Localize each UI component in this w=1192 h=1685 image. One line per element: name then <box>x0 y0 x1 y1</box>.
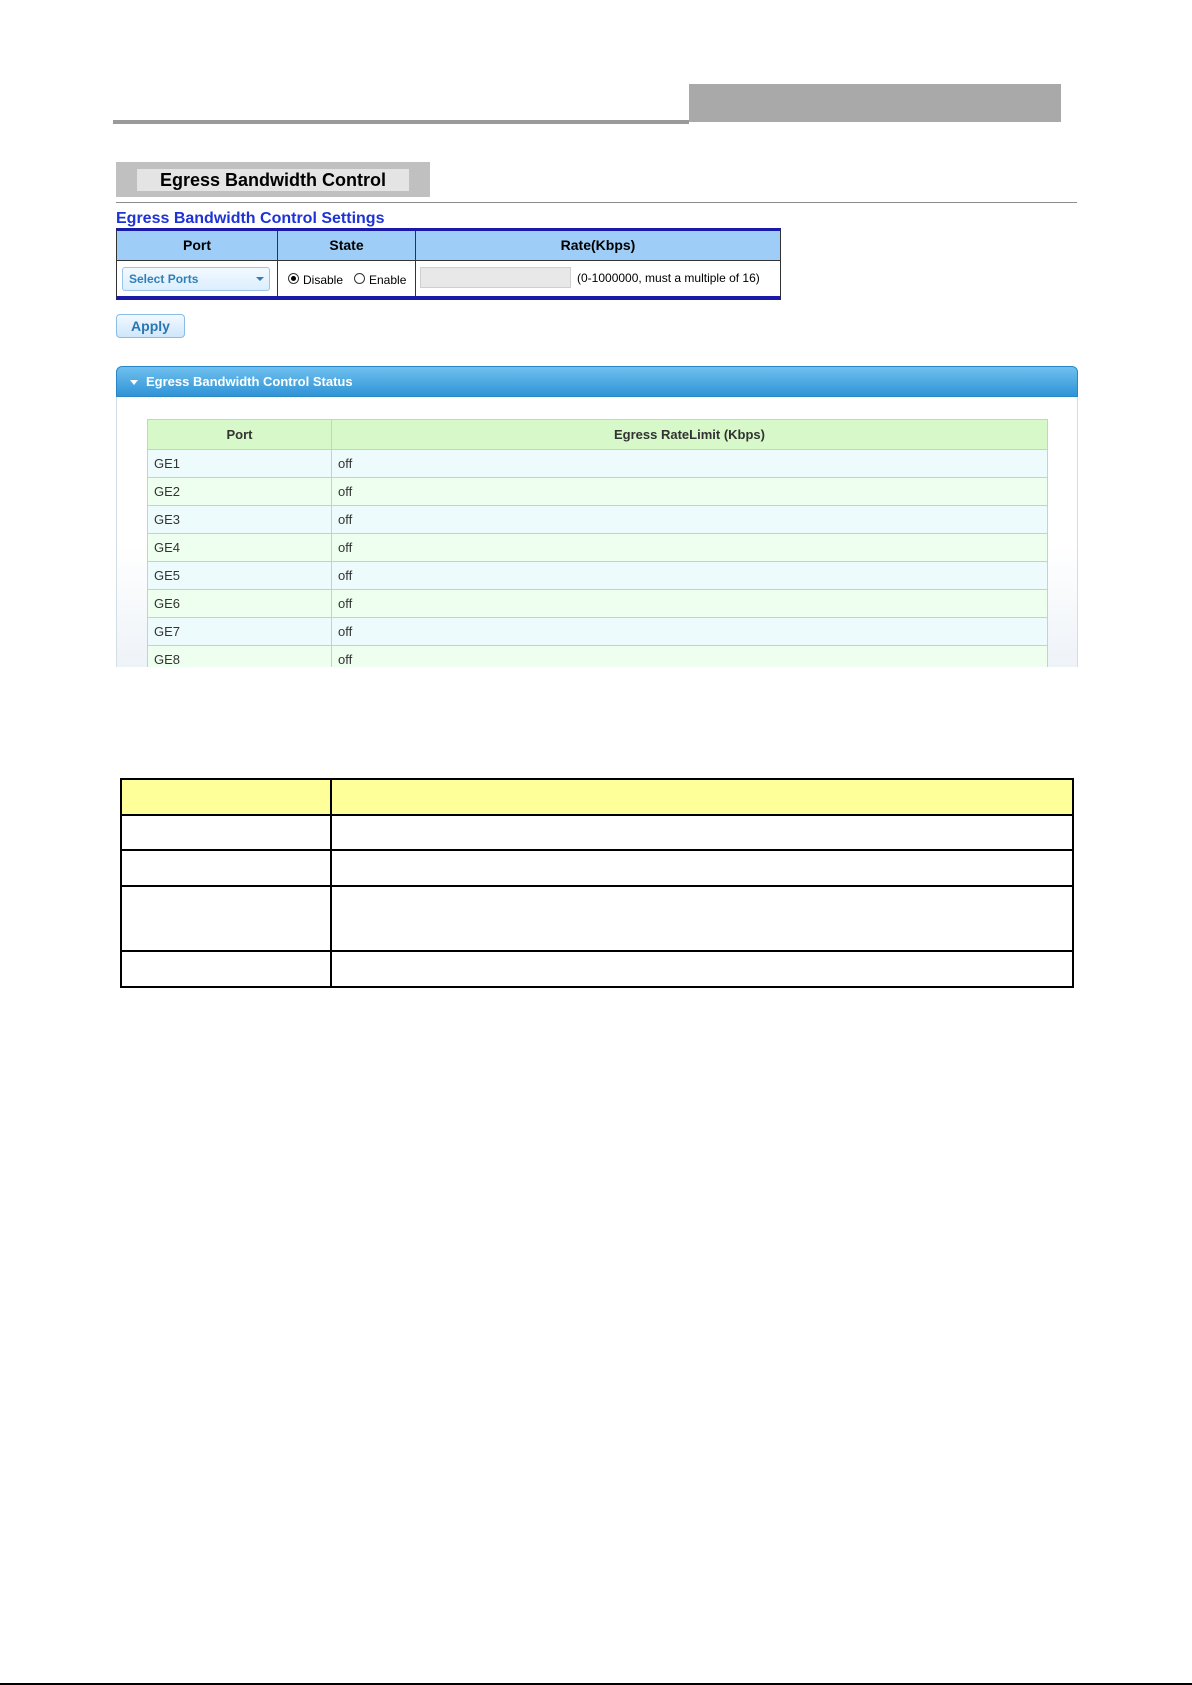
status-rate-cell: off <box>332 590 1048 618</box>
settings-port-cell <box>117 260 278 296</box>
desc-cell <box>121 815 331 851</box>
status-rate-cell: off <box>332 562 1048 590</box>
select-ports-dropdown[interactable] <box>122 267 270 291</box>
collapse-triangle-icon <box>130 380 138 385</box>
status-table <box>147 419 1048 667</box>
settings-col-port: Port <box>117 231 278 260</box>
settings-state-cell <box>278 260 416 296</box>
header-rule <box>113 120 689 124</box>
settings-table <box>116 228 781 300</box>
status-rate-cell: off <box>332 618 1048 646</box>
status-port-cell: GE1 <box>148 450 332 478</box>
table-row <box>148 590 1048 618</box>
desc-cell <box>121 951 331 987</box>
enable-radio-label: Enable <box>369 273 407 287</box>
desc-cell <box>331 951 1073 987</box>
status-panel <box>116 366 1078 667</box>
status-rate-cell: off <box>332 534 1048 562</box>
status-rate-cell: off <box>332 506 1048 534</box>
desc-header-object <box>121 779 331 815</box>
desc-header-description <box>331 779 1073 815</box>
rate-input[interactable] <box>420 267 571 288</box>
status-panel-body <box>116 397 1078 667</box>
enable-radio[interactable] <box>354 273 365 284</box>
desc-cell <box>331 850 1073 886</box>
status-col-rate: Egress RateLimit (Kbps) <box>332 420 1048 450</box>
header-block <box>689 84 1061 122</box>
chevron-down-icon <box>256 277 264 281</box>
disable-radio-label: Disable <box>303 273 344 287</box>
status-port-cell: GE7 <box>148 618 332 646</box>
status-rate-cell: off <box>332 646 1048 668</box>
apply-button[interactable]: Apply <box>116 314 185 338</box>
table-row <box>148 506 1048 534</box>
table-row <box>148 478 1048 506</box>
rate-hint: (0-1000000, must a multiple of 16) <box>577 271 760 285</box>
desc-cell <box>121 850 331 886</box>
status-port-cell: GE3 <box>148 506 332 534</box>
table-row <box>148 562 1048 590</box>
table-row <box>148 534 1048 562</box>
page-title-box <box>116 162 430 197</box>
select-ports-label: Select Ports <box>129 272 199 286</box>
description-table <box>120 778 1074 988</box>
status-panel-title: Egress Bandwidth Control Status <box>146 374 353 389</box>
status-port-cell: GE6 <box>148 590 332 618</box>
disable-radio[interactable] <box>288 273 299 284</box>
settings-col-state: State <box>278 231 416 260</box>
status-col-port: Port <box>148 420 332 450</box>
desc-cell <box>121 886 331 952</box>
page-title: Egress Bandwidth Control <box>137 169 409 191</box>
table-row <box>148 646 1048 668</box>
table-row <box>148 618 1048 646</box>
status-panel-header[interactable] <box>116 366 1078 397</box>
settings-rate-cell <box>416 260 780 296</box>
settings-col-rate: Rate(Kbps) <box>416 231 780 260</box>
status-port-cell: GE2 <box>148 478 332 506</box>
desc-cell <box>331 815 1073 851</box>
status-port-cell: GE8 <box>148 646 332 668</box>
status-rate-cell: off <box>332 450 1048 478</box>
title-divider <box>116 202 1077 203</box>
desc-cell <box>331 886 1073 952</box>
settings-heading: Egress Bandwidth Control Settings <box>116 210 385 227</box>
status-rate-cell: off <box>332 478 1048 506</box>
status-port-cell: GE4 <box>148 534 332 562</box>
table-row <box>148 450 1048 478</box>
status-port-cell: GE5 <box>148 562 332 590</box>
